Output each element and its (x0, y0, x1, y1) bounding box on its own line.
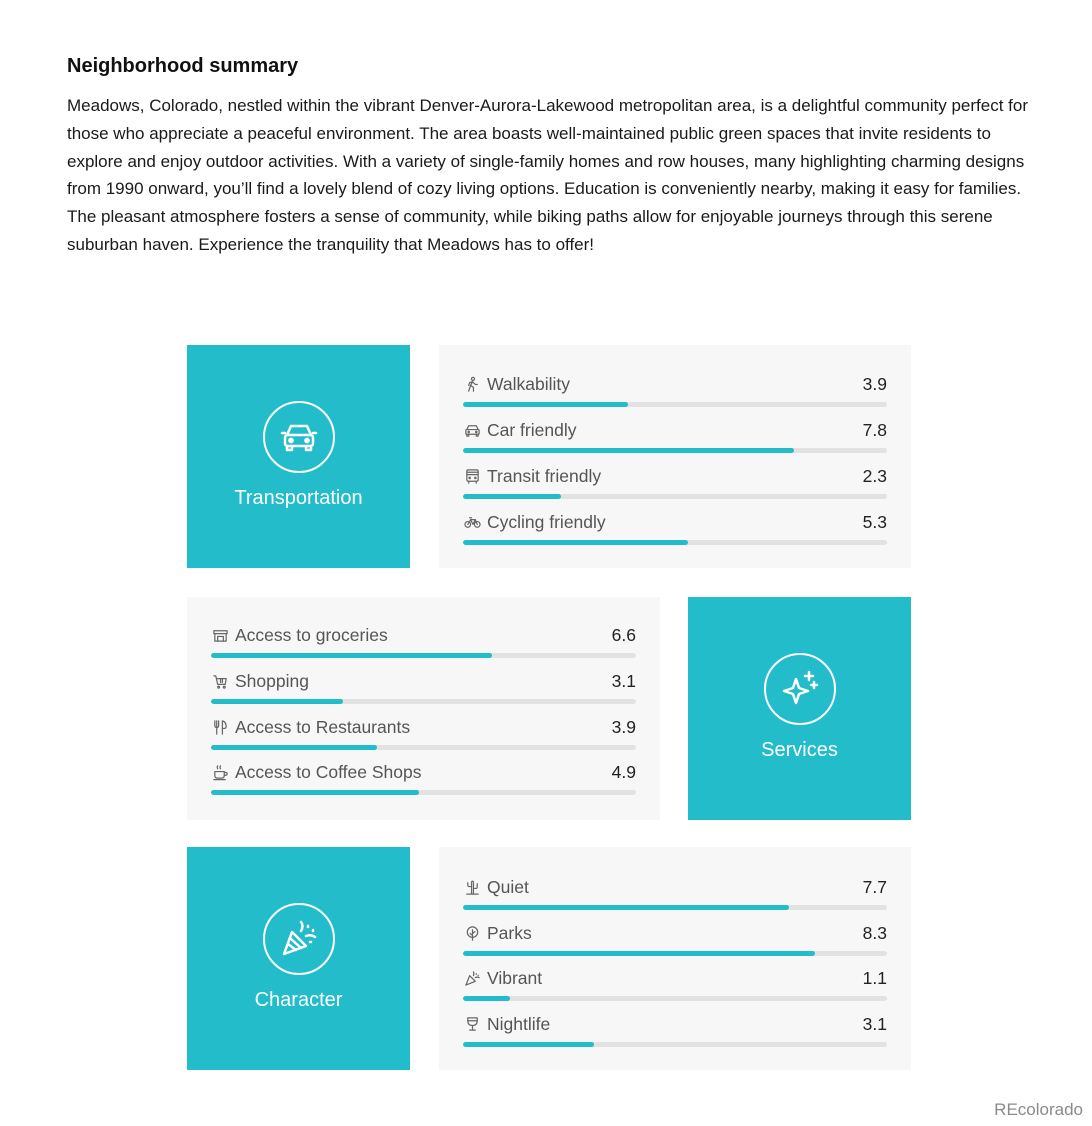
metric-access-to-coffee-shops (211, 760, 636, 800)
metric-access-to-restaurants (211, 715, 636, 755)
score-bar-track (211, 699, 636, 704)
score-bar-track (463, 905, 887, 910)
wine-glass-icon (463, 1015, 481, 1033)
tree-icon (463, 924, 481, 942)
metric-cycling-friendly (463, 510, 887, 550)
score-bar-fill (211, 653, 492, 658)
coffee-icon (211, 763, 229, 781)
score-bar-fill (463, 905, 789, 910)
metric-label: Cycling friendly (487, 511, 606, 532)
metric-value: 1.1 (862, 967, 887, 988)
score-bar-fill (211, 790, 419, 795)
metric-value: 3.1 (862, 1013, 887, 1034)
score-bar-track (463, 494, 887, 499)
metric-label: Quiet (487, 876, 529, 897)
metric-label: Shopping (235, 670, 309, 691)
metric-value: 3.9 (611, 716, 636, 737)
score-bar-track (211, 745, 636, 750)
summary-text: Meadows, Colorado, nestled within the vibrant Denver-Aurora-Lakewood metropolitan area, is a delightful community perfect for those who appreciate a peaceful environment. The area boasts well-maintained public green spaces that invite residents to explore and enjoy outdoor activities. With a variety of single-family homes and row houses, many highlighting charming designs from 1990 onward, you’ll find a lovely blend of cozy living options. Education is conveniently nearby, making it easy for families. The pleasant atmosphere fosters a sense of community, while biking paths allow for enjoyable journeys through this serene suburban haven. Experience the tranquility that Meadows has to offer! (67, 96, 1028, 254)
bicycle-icon (463, 513, 481, 531)
metric-parks (463, 921, 887, 961)
score-bar-track (463, 951, 887, 956)
transportation-icon-ring (263, 401, 335, 473)
metric-label: Transit friendly (487, 465, 602, 486)
transportation-panel (439, 345, 911, 568)
services-title: Services (761, 739, 838, 761)
metric-label: Walkability (487, 373, 570, 394)
score-bar-track (463, 448, 887, 453)
metric-value: 5.3 (862, 511, 887, 532)
metric-walkability (463, 372, 887, 412)
score-bar-fill (463, 1042, 594, 1047)
walking-icon (463, 375, 481, 393)
metric-label: Parks (487, 922, 532, 943)
metric-label: Nightlife (487, 1013, 551, 1034)
metric-quiet (463, 875, 887, 915)
metric-value: 4.9 (611, 761, 636, 782)
metric-label: Car friendly (487, 419, 577, 440)
metric-transit-friendly (463, 464, 887, 504)
character-icon-ring (263, 903, 335, 975)
score-bar-fill (211, 699, 343, 704)
metric-value: 2.3 (862, 465, 887, 486)
metric-value: 8.3 (862, 922, 887, 943)
metric-label: Vibrant (487, 967, 543, 988)
cactus-icon (463, 878, 481, 896)
car-icon (277, 415, 321, 459)
neighborhood-summary (67, 55, 1037, 259)
transportation-tile (187, 345, 410, 568)
bus-icon (463, 467, 481, 485)
metric-value: 3.1 (611, 670, 636, 691)
sparkle-icon (778, 667, 822, 711)
brand-watermark: REcolorado (994, 1100, 1083, 1119)
summary-title: Neighborhood summary (67, 55, 299, 77)
utensils-icon (211, 718, 229, 736)
character-tile (187, 847, 410, 1070)
metric-shopping (211, 669, 636, 709)
cart-icon (211, 672, 229, 690)
character-title: Character (254, 989, 343, 1011)
services-tile (688, 597, 911, 820)
score-bar-track (463, 402, 887, 407)
score-bar-fill (211, 745, 377, 750)
score-bar-fill (463, 540, 688, 545)
transportation-title: Transportation (234, 487, 363, 509)
metric-nightlife (463, 1012, 887, 1052)
metric-label: Access to groceries (235, 624, 388, 645)
services-icon-ring (764, 653, 836, 725)
score-bar-fill (463, 951, 815, 956)
score-bar-track (463, 1042, 887, 1047)
metric-value: 6.6 (611, 624, 636, 645)
metric-vibrant (463, 966, 887, 1006)
score-bar-fill (463, 448, 794, 453)
metric-label: Access to Coffee Shops (235, 761, 422, 782)
score-bar-fill (463, 402, 628, 407)
services-panel (187, 597, 660, 820)
party-popper-icon (277, 917, 321, 961)
score-bar-track (463, 996, 887, 1001)
metric-value: 7.7 (862, 876, 887, 897)
metric-car-friendly (463, 418, 887, 458)
metric-access-to-groceries (211, 623, 636, 663)
score-bar-track (211, 790, 636, 795)
party-popper-icon (463, 969, 481, 987)
score-bar-track (211, 653, 636, 658)
score-bar-track (463, 540, 887, 545)
character-panel (439, 847, 911, 1070)
metric-value: 3.9 (862, 373, 887, 394)
metric-value: 7.8 (862, 419, 887, 440)
car-icon (463, 421, 481, 439)
score-bar-fill (463, 494, 561, 499)
store-icon (211, 626, 229, 644)
score-bar-fill (463, 996, 510, 1001)
metric-label: Access to Restaurants (235, 716, 411, 737)
